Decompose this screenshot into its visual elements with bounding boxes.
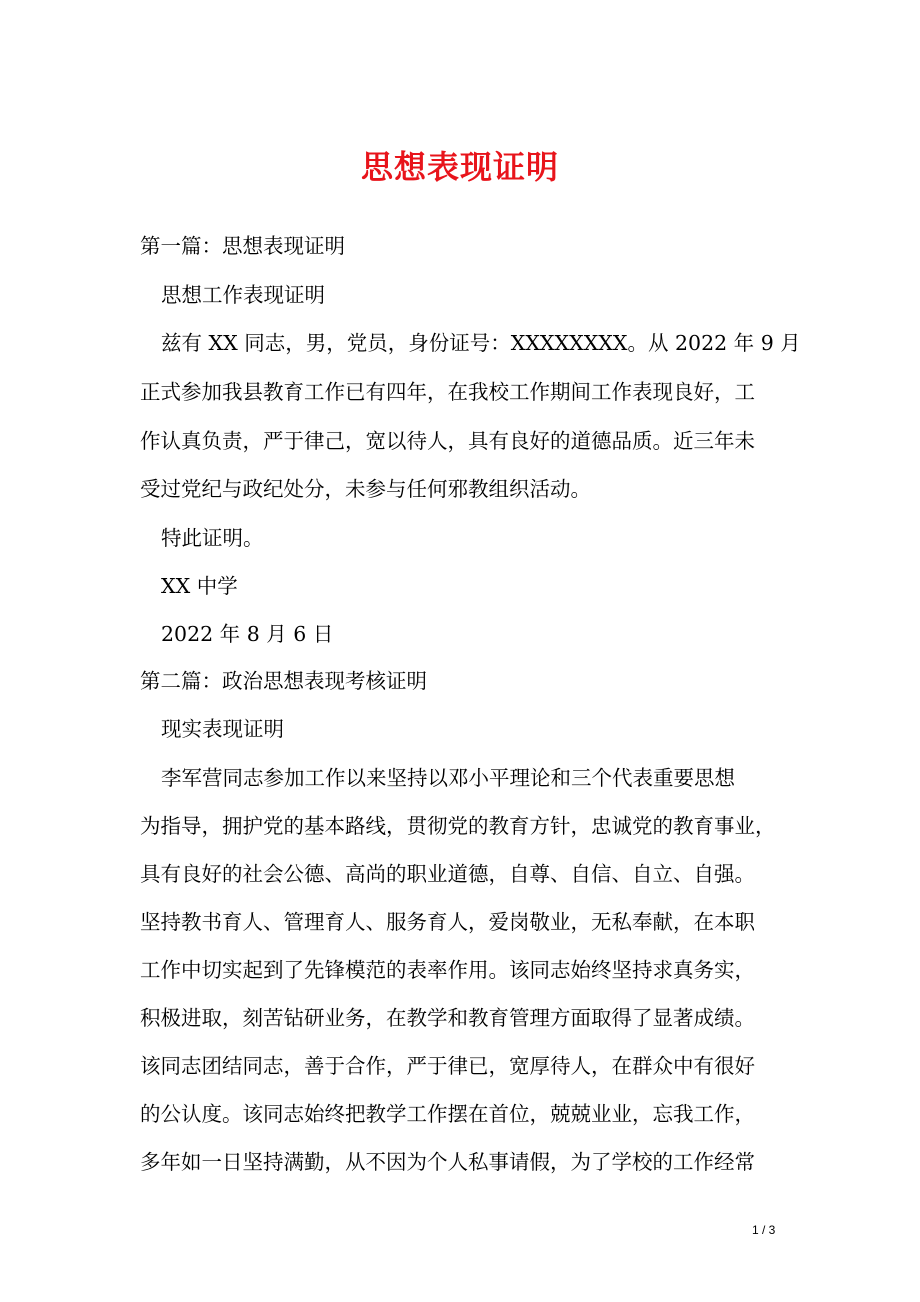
section2-paragraph-line: 该同志团结同志，善于合作，严于律已，宽厚待人，在群众中有很好 [140, 1054, 755, 1078]
section1-closing: 特此证明。 [161, 526, 264, 550]
section1-paragraph-line: 正式参加我县教育工作已有四年，在我校工作期间工作表现良好，工 [140, 380, 755, 404]
section2-paragraph-line: 为指导，拥护党的基本路线，贯彻党的教育方针，忠诚党的教育事业， [140, 814, 776, 838]
section1-paragraph-line: 受过党纪与政纪处分，未参与任何邪教组织活动。 [140, 477, 591, 501]
document-title: 思想表现证明 [360, 148, 559, 186]
section2-paragraph-line: 具有良好的社会公德、高尚的职业道德，自尊、自信、自立、自强。 [140, 862, 755, 886]
section2-paragraph-line: 坚持教书育人、管理育人、服务育人，爱岗敬业，无私奉献，在本职 [140, 910, 755, 934]
section1-paragraph-line: 兹有 XX 同志，男，党员，身份证号：XXXXXXXX。从 2022 年 9 月 [161, 331, 801, 355]
section1-subtitle: 思想工作表现证明 [161, 283, 325, 307]
section2-paragraph-line: 李军营同志参加工作以来坚持以邓小平理论和三个代表重要思想 [161, 766, 735, 790]
section1-heading: 第一篇：思想表现证明 [140, 234, 345, 258]
section2-paragraph-line: 的公认度。该同志始终把教学工作摆在首位，兢兢业业，忘我工作， [140, 1102, 755, 1126]
section2-heading: 第二篇：政治思想表现考核证明 [140, 669, 427, 693]
section2-paragraph-line: 积极进取，刻苦钻研业务，在教学和教育管理方面取得了显著成绩。 [140, 1006, 755, 1030]
section1-date: 2022 年 8 月 6 日 [161, 622, 334, 646]
section1-issuer: XX 中学 [161, 574, 238, 598]
section2-paragraph-line: 多年如一日坚持满勤，从不因为个人私事请假，为了学校的工作经常 [140, 1150, 755, 1174]
page-number: 1 / 3 [752, 1223, 776, 1237]
section1-paragraph-line: 作认真负责，严于律己，宽以待人，具有良好的道德品质。近三年未 [140, 429, 755, 453]
section2-subtitle: 现实表现证明 [161, 717, 284, 741]
section2-paragraph-line: 工作中切实起到了先锋模范的表率作用。该同志始终坚持求真务实， [140, 958, 755, 982]
